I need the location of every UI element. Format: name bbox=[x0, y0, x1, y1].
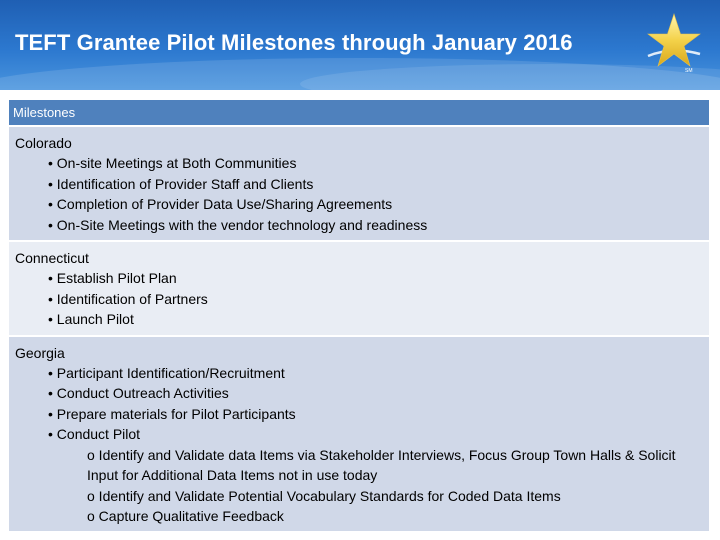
milestone-subitem: o Identify and Validate Potential Vocabulary Standards for Coded Data Items bbox=[87, 487, 561, 504]
milestone-item: • Conduct Pilot bbox=[48, 426, 141, 443]
milestone-item: • Launch Pilot bbox=[48, 311, 134, 328]
milestone-subitem: o Capture Qualitative Feedback bbox=[87, 507, 284, 524]
milestone-item: • Conduct Outreach Activities bbox=[48, 385, 229, 402]
table-header: Milestones bbox=[9, 100, 709, 127]
milestone-item: • Identification of Partners bbox=[48, 290, 208, 307]
table-row-georgia bbox=[9, 337, 709, 534]
milestone-subitem: o Identify and Validate data Items via Stakeholder Interviews, Focus Group Town Halls & Solicit Input for Additional Data Items not in use today bbox=[87, 446, 676, 484]
title-banner bbox=[0, 0, 720, 90]
table-row-connecticut bbox=[9, 242, 709, 337]
milestones-table bbox=[9, 100, 709, 533]
state-name: Colorado bbox=[15, 135, 72, 151]
milestone-item: • On-Site Meetings with the vendor technology and readiness bbox=[48, 216, 428, 233]
state-name: Connecticut bbox=[15, 250, 89, 267]
milestone-item: • On-site Meetings at Both Communities bbox=[48, 155, 297, 172]
milestone-item: • Identification of Provider Staff and Clients bbox=[48, 175, 314, 192]
star-logo-icon bbox=[642, 10, 702, 74]
milestone-item: • Prepare materials for Pilot Participants bbox=[48, 405, 296, 422]
service-mark: SM bbox=[685, 68, 693, 74]
table-row-colorado bbox=[9, 127, 709, 242]
milestone-item: • Completion of Provider Data Use/Sharing Agreements bbox=[48, 196, 393, 213]
state-name: Georgia bbox=[15, 344, 65, 361]
milestone-item: • Participant Identification/Recruitment bbox=[48, 365, 285, 382]
milestone-item: • Establish Pilot Plan bbox=[48, 270, 177, 287]
page-title: TEFT Grantee Pilot Milestones through January 2016 bbox=[15, 30, 573, 55]
